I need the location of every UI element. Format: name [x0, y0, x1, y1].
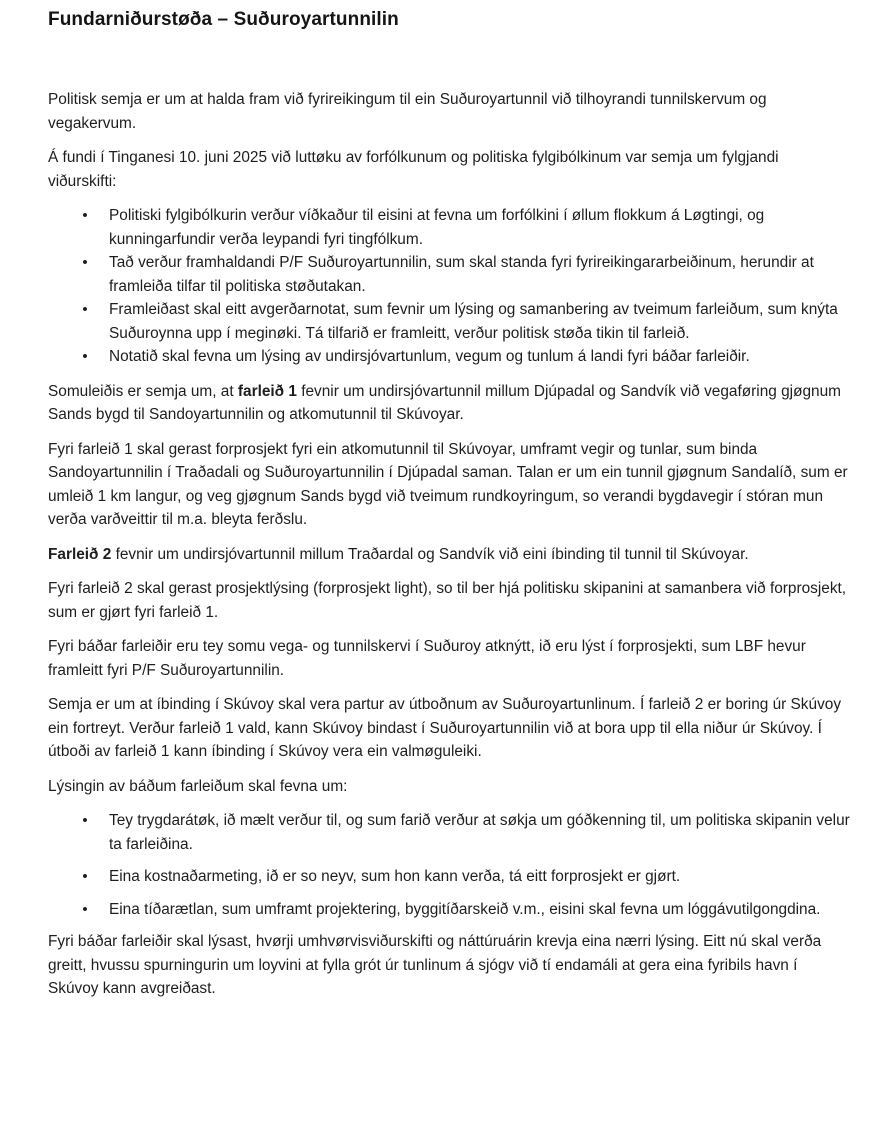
list-item — [82, 345, 850, 369]
route1-text-pre: Somuleiðis er semja um, at — [48, 382, 238, 400]
bullet-icon: • — [82, 301, 88, 318]
bullet-icon: • — [82, 254, 88, 271]
closing-paragraph: Fyri báðar farleiðir skal lýsast, hvørji umhvørvisviðurskifti og náttúruárin krevja eina nærri lýsing. Eitt nú skal verða greitt, hvussu spurningurin um loyvini at fylla grót úr tunlinum á sjógv við tí endamáli at gera eina fyribils havn í Skúvoy kann avgreiðast. — [48, 933, 822, 997]
list-item — [82, 204, 850, 251]
document-body — [48, 88, 850, 1001]
list-item-text: Politiski fylgibólkurin verður víðkaður til eisini at fevna um forfólkini í øllum flokkum á Løgtingi, og kunningarfundir verða leypandi fyri tingfólkum. — [109, 207, 765, 248]
route1-paragraph — [48, 380, 850, 427]
route2-label: Farleið 2 — [48, 545, 112, 563]
skuvoy-paragraph: Semja er um at íbinding í Skúvoy skal vera partur av útboðnum av Suðuroyartunlinum. Í farleið 2 er boring úr Skúvoy ein fortreyt. Verður farleið 1 vald, kann Skúvoy bindast í Suðuroyartunnilin við at bora upp til ella niður úr Skúvoy. Í útboði av farleið 1 kann íbinding í Skúvoy vera ein valmøguleiki. — [48, 696, 842, 760]
bullet-icon: • — [82, 868, 88, 885]
list-item-text: Framleiðast skal eitt avgerðarnotat, sum fevnir um lýsing og samanbering av tveimum farleiðum, sum knýta Suðuroynna upp í meginøki. Tá tilfarið er framleitt, verður politisk støða tikin til farleið. — [109, 301, 838, 342]
list-item — [82, 865, 850, 889]
agreement-list — [48, 204, 850, 369]
list-item-text: Tey trygdarátøk, ið mælt verður til, og sum farið verður at søkja um góðkenning til, um politiska skipanin velur ta farleiðina. — [109, 812, 850, 853]
list-item-text: Notatið skal fevna um lýsing av undirsjóvartunlum, vegum og tunlum á landi fyri báðar farleiðir. — [109, 348, 750, 365]
list-item-text: Eina kostnaðarmeting, ið er so neyv, sum hon kann verða, tá eitt forprosjekt er gjørt. — [109, 868, 681, 885]
route1-text-post: fevnir um undirsjóvartunnil millum Djúpadal og Sandvík við vegaføring gjøgnum Sands bygd til Sandoyartunnilin og atkomutunnil til Skúvoyar. — [48, 382, 841, 423]
route2-detail-paragraph: Fyri farleið 2 skal gerast prosjektlýsing (forprosjekt light), so til ber hjá politisku skipanini at samanbera við forprosjekt, sum er gjørt fyri farleið 1. — [48, 580, 847, 621]
document-title: Fundarniðurstøða – Suðuroyartunnilin — [48, 9, 399, 30]
list-item-text: Eina tíðarætlan, sum umframt projektering, byggitíðarskeið v.m., eisini skal fevna um lóggávutilgongdina. — [109, 900, 821, 918]
bullet-icon: • — [82, 207, 88, 224]
route2-text-post: fevnir um undirsjóvartunnil millum Traðardal og Sandvík við eini íbinding til tunnil til Skúvoyar. — [111, 545, 749, 563]
route1-detail-paragraph: Fyri farleið 1 skal gerast forprosjekt fyri ein atkomutunnil til Skúvoyar, umframt vegir og tunlar, sum binda Sandoyartunnilin í Traðadali og Suðuroyartunnilin í Djúpadal saman. Talan er um ein tunnil gjøgnum Sandalíð, sum er umleið 1 km langur, og veg gjøgnum Sands bygd við tveimum rundkoyringum, so verandi bygdavegir í stóran mun verða varðveittir til m.a. bleyta ferðslu. — [48, 440, 848, 528]
bullet-icon: • — [82, 812, 88, 829]
list-item — [82, 809, 850, 856]
bullet-icon: • — [82, 900, 88, 918]
route1-label: farleið 1 — [237, 382, 297, 400]
list-item-text: Tað verður framhaldandi P/F Suðuroyartunnilin, sum skal standa fyri fyrireikingararbeiðinum, herundir at framleiða tilfar til politiska støðutakan. — [109, 254, 814, 295]
both-routes-paragraph: Fyri báðar farleiðir eru tey somu vega- og tunnilskervi í Suðuroy atknýtt, ið eru lýst í forprosjekti, sum LBF hevur framleitt fyri P/F Suðuroyartunnilin. — [48, 638, 806, 679]
list-item — [82, 898, 850, 922]
description-list — [48, 809, 850, 921]
description-intro-paragraph: Lýsingin av báðum farleiðum skal fevna um: — [48, 777, 348, 795]
meeting-paragraph: Á fundi í Tinganesi 10. juni 2025 við luttøku av forfólkunum og politiska fylgibólkinum var semja um fylgjandi viðurskifti: — [48, 149, 779, 190]
bullet-icon: • — [82, 348, 88, 365]
list-item — [82, 251, 850, 298]
intro-paragraph: Politisk semja er um at halda fram við fyrireikingum til ein Suðuroyartunnil við tilhoyrandi tunnilskervum og vegakervum. — [48, 91, 767, 132]
route2-paragraph — [48, 543, 850, 567]
list-item — [82, 298, 850, 345]
